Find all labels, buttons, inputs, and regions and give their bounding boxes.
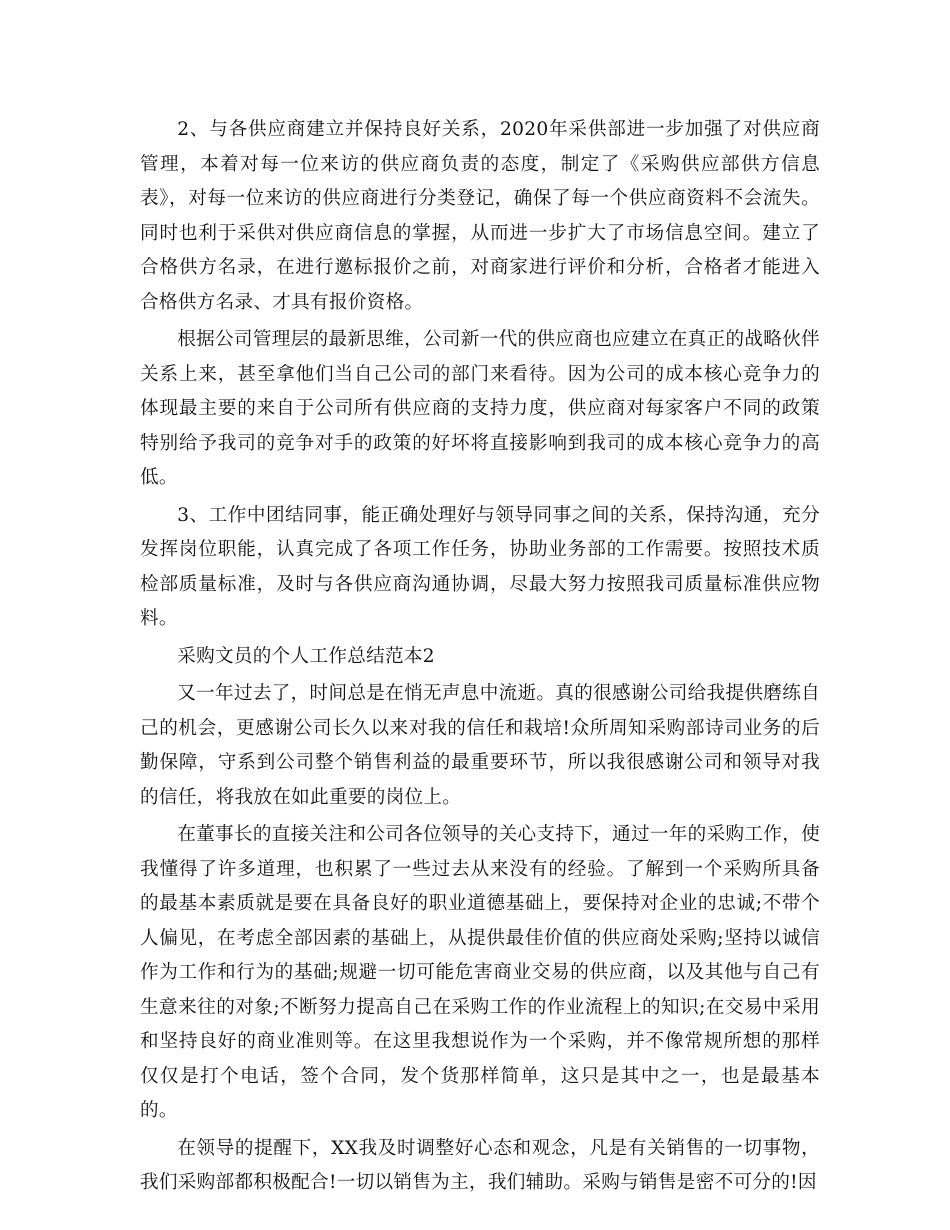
paragraph-strategic-partners: 根据公司管理层的最新思维，公司新一代的供应商也应建立在真正的战略伙伴关系上来，甚至拿他们当自己公司的部门来看待。因为公司的成本核心竞争力的体现最主要的来自于公司所有供应商的支持力度，供应商对每家客户不同的政策特别给予我司的竞争对手的政策的好坏将直接影响到我司的成本核心竞争力的高低。 <box>140 329 820 488</box>
paragraph-experience: 在董事长的直接关注和公司各位领导的关心支持下，通过一年的采购工作，使我懂得了许多道理，也积累了一些过去从来没有的经验。了解到一个采购所具备的最基本素质就是要在具备良好的职业道德基础上，要保持对企业的忠诚;不带个人偏见，在考虑全部因素的基础上，从提供最佳价值的供应商处采购;坚持以诚信作为工作和行为的基础;规避一切可能危害商业交易的供应商，以及其他与自己有生意来往的对象;不断努力提高自己在采购工作的作业流程上的知识;在交易中采用和坚持良好的商业准则等。在这里我想说作为一个采购，并不像常规所想的那样仅仅是打个电话，签个合同，发个货那样简单，这只是其中之一，也是最基本的。 <box>140 824 820 1121</box>
section-title: 采购文员的个人工作总结范本2 <box>177 645 435 667</box>
paragraph-teamwork: 3、工作中团结同事，能正确处理好与领导同事之间的关系，保持沟通，充分发挥岗位职能，认真完成了各项工作任务，协助业务部的工作需要。按照技术质检部质量标准，及时与各供应商沟通协调，尽最大努力按照我司质量标准供应物料。 <box>140 504 820 629</box>
paragraph-supplier-relations: 2、与各供应商建立并保持良好关系，2020年采供部进一步加强了对供应商管理，本着对每一位来访的供应商负责的态度，制定了《采购供应部供方信息表》，对每一位来访的供应商进行分类登记，确保了每一个供应商资料不会流失。同时也利于采供对供应商信息的掌握，从而进一步扩大了市场信息空间。建立了合格供方名录，在进行邀标报价之前，对商家进行评价和分析，合格者才能进入合格供方名录、才具有报价资格。 <box>140 119 820 313</box>
paragraph-sales-support: 在领导的提醒下，XX我及时调整好心态和观念，凡是有关销售的一切事物，我们采购部都积极配合!一切以销售为主，我们辅助。采购与销售是密不可分的!因 <box>140 1137 820 1193</box>
document-body <box>140 113 820 1204</box>
paragraph-year-review: 又一年过去了，时间总是在悄无声息中流逝。真的很感谢公司给我提供磨练自己的机会，更感谢公司长久以来对我的信任和栽培!众所周知采购部诗司业务的后勤保障，守系到公司整个销售利益的最重要环节，所以我很感谢公司和领导对我的信任，将我放在如此重要的岗位上。 <box>140 683 820 808</box>
